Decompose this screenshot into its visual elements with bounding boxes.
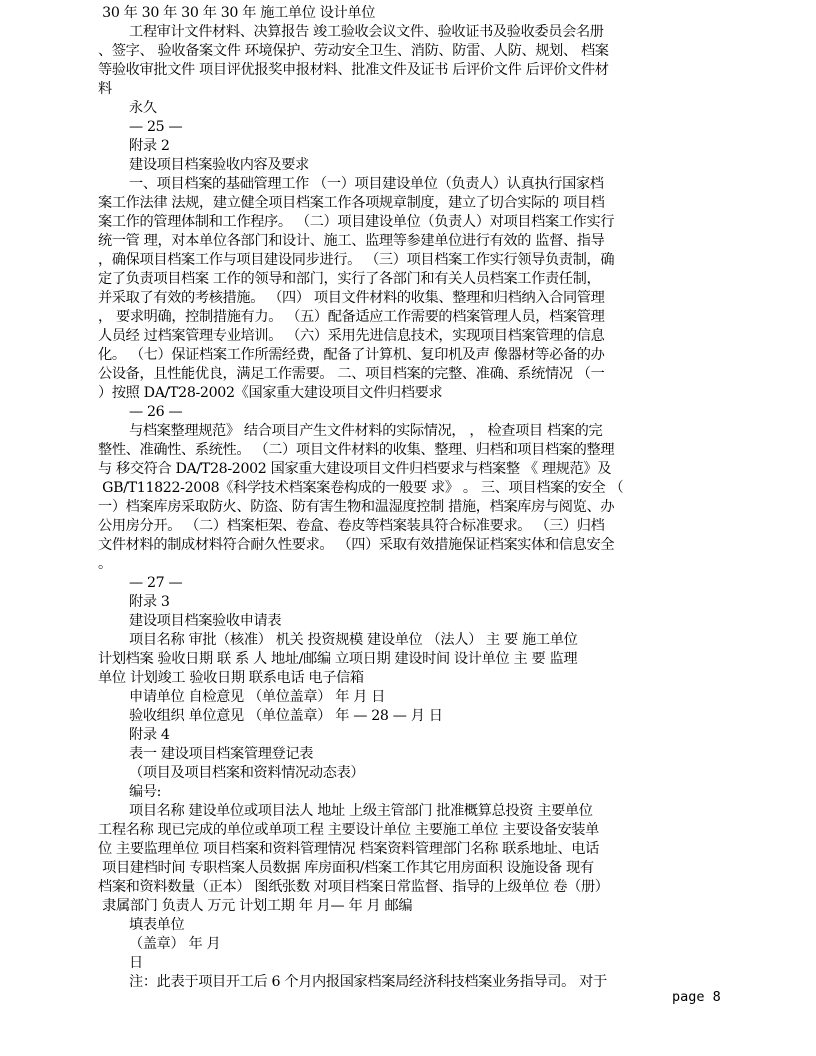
appendix-label: 附录 3: [129, 594, 170, 610]
text-line: 化。 （七）保证档案工作所需经费，配备了计算机、复印机及声 像器材等必备的办: [98, 347, 605, 363]
text-line: 永久: [129, 100, 157, 116]
text-line: 日: [129, 955, 143, 971]
text-line: 等验收审批文件 项目评优报奖申报材料、批准文件及证书 后评价文件 后评价文件材: [98, 62, 609, 78]
text-line: 并采取了有效的考核措施。 （四） 项目文件材料的收集、整理和归档纳入合同管理: [98, 290, 605, 306]
text-line: 工程名称 现已完成的单位或单项工程 主要设计单位 主要施工单位 主要设备安装单: [98, 822, 599, 838]
text-line: 计划档案 验收日期 联 系 人 地址/邮编 立项日期 建设时间 设计单位 主 要 监理: [98, 651, 578, 667]
section-heading: 表一 建设项目档案管理登记表: [129, 746, 314, 762]
text-line: 档案和资料数量（正本） 图纸张数 对项目档案日常监督、指导的上级单位 卷（册）: [98, 879, 609, 895]
text-line: 30 年 30 年 30 年 30 年 施工单位 设计单位: [98, 5, 376, 21]
text-line: 。: [98, 556, 112, 572]
text-line: GB/T11822-2008《科学技术档案案卷构成的一般要 求》 。 三、项目档案的安全 （: [98, 480, 624, 496]
text-line: 人员经 过档案管理专业培训。 （六）采用先进信息技术，实现项目档案管理的信息: [98, 328, 605, 344]
text-line: 编号:: [129, 784, 162, 800]
text-line: 申请单位 自检意见 （单位盖章） 年 月 日: [129, 689, 386, 705]
text-line: 隶属部门 负责人 万元 计划工期 年 月— 年 月 邮编: [98, 898, 413, 914]
text-line: 与 移交符合 DA/T28-2002 国家重大建设项目文件归档要求与档案整 《 理规范》及: [98, 461, 612, 477]
section-heading: 建设项目档案验收内容及要求: [129, 157, 309, 173]
text-line: 验收组织 单位意见 （单位盖章） 年 — 28 — 月 日: [129, 708, 443, 724]
text-line: 注：此表于项目开工后 6 个月内报国家档案局经济科技档案业务指导司。 对于: [129, 974, 607, 990]
text-line: 统一管 理，对本单位各部门和设计、施工、监理等参建单位进行有效的 监督、指导: [98, 233, 605, 249]
text-line: 定了负责项目档案 工作的领导和部门，实行了各部门和有关人员档案工作责任制，: [98, 271, 601, 287]
section-heading: 建设项目档案验收申请表: [129, 613, 282, 629]
text-line: 位 主要监理单位 项目档案和资料管理情况 档案资料管理部门名称 联系地址、电话: [98, 841, 599, 857]
appendix-label: 附录 2: [129, 138, 170, 154]
text-line: ）按照 DA/T28-2002《国家重大建设项目文件归档要求: [98, 385, 443, 401]
text-line: （项目及项目档案和资料情况动态表）: [129, 765, 365, 781]
text-line: 项目名称 建设单位或项目法人 地址 上级主管部门 批准概算总投资 主要单位: [129, 803, 593, 819]
text-line: 料: [98, 81, 112, 97]
text-line: 案工作法律 法规，建立健全项目档案工作各项规章制度，建立了切合实际的 项目档: [98, 195, 605, 211]
text-line: ， 要求明确，控制措施有力。 （五）配备适应工作需要的档案管理人员，档案管理: [98, 309, 605, 325]
text-line: 公设备，且性能优良，满足工作需要。 二、项目档案的完整、准确、系统情况 （一: [98, 366, 605, 382]
appendix-label: 附录 4: [129, 727, 170, 743]
text-line: 项目建档时间 专职档案人员数据 库房面积/档案工作其它用房面积 设施设备 现有: [98, 860, 594, 876]
text-line: 填表单位: [129, 917, 185, 933]
text-line: 与档案整理规范》 结合项目产生文件材料的实际情况， ， 检查项目 档案的完: [129, 423, 603, 439]
page-marker: — 25 —: [129, 119, 183, 135]
text-line: 一、项目档案的基础管理工作 （一）项目建设单位（负责人）认真执行国家档: [129, 176, 604, 192]
text-line: （盖章） 年 月: [129, 936, 221, 952]
page-marker: — 26 —: [129, 404, 183, 420]
text-line: 单位 计划竣工 验收日期 联系电话 电子信箱: [98, 670, 364, 686]
text-line: 项目名称 审批（核准） 机关 投资规模 建设单位 （法人） 主 要 施工单位: [129, 632, 578, 648]
text-line: 整性、准确性、系统性。 （二）项目文件材料的收集、整理、归档和项目档案的整理: [98, 442, 615, 458]
document-body: [98, 4, 690, 992]
text-line: 工程审计文件材料、决算报告 竣工验收会议文件、验收证书及验收委员会名册: [129, 24, 604, 40]
text-line: 文件材料的制成材料符合耐久性要求。 （四）采取有效措施保证档案实体和信息安全: [98, 537, 615, 553]
text-line: 公用房分开。 （二）档案柜架、卷盒、卷皮等档案装具符合标准要求。 （三）归档: [98, 518, 605, 534]
text-line: 案工作的管理体制和工作程序。 （二）项目建设单位（负责人）对项目档案工作实行: [98, 214, 615, 230]
text-line: 一）档案库房采取防火、防盗、防有害生物和温湿度控制 措施，档案库房与阅览、办: [98, 499, 615, 515]
page-number: page 8: [672, 989, 721, 1005]
page-marker: — 27 —: [129, 575, 183, 591]
text-line: ，确保项目档案工作与项目建设同步进行。 （三）项目档案工作实行领导负责制，确: [98, 252, 615, 268]
text-line: 、签字、 验收备案文件 环境保护、劳动安全卫生、消防、防雷、人防、规划、 档案: [98, 43, 609, 59]
